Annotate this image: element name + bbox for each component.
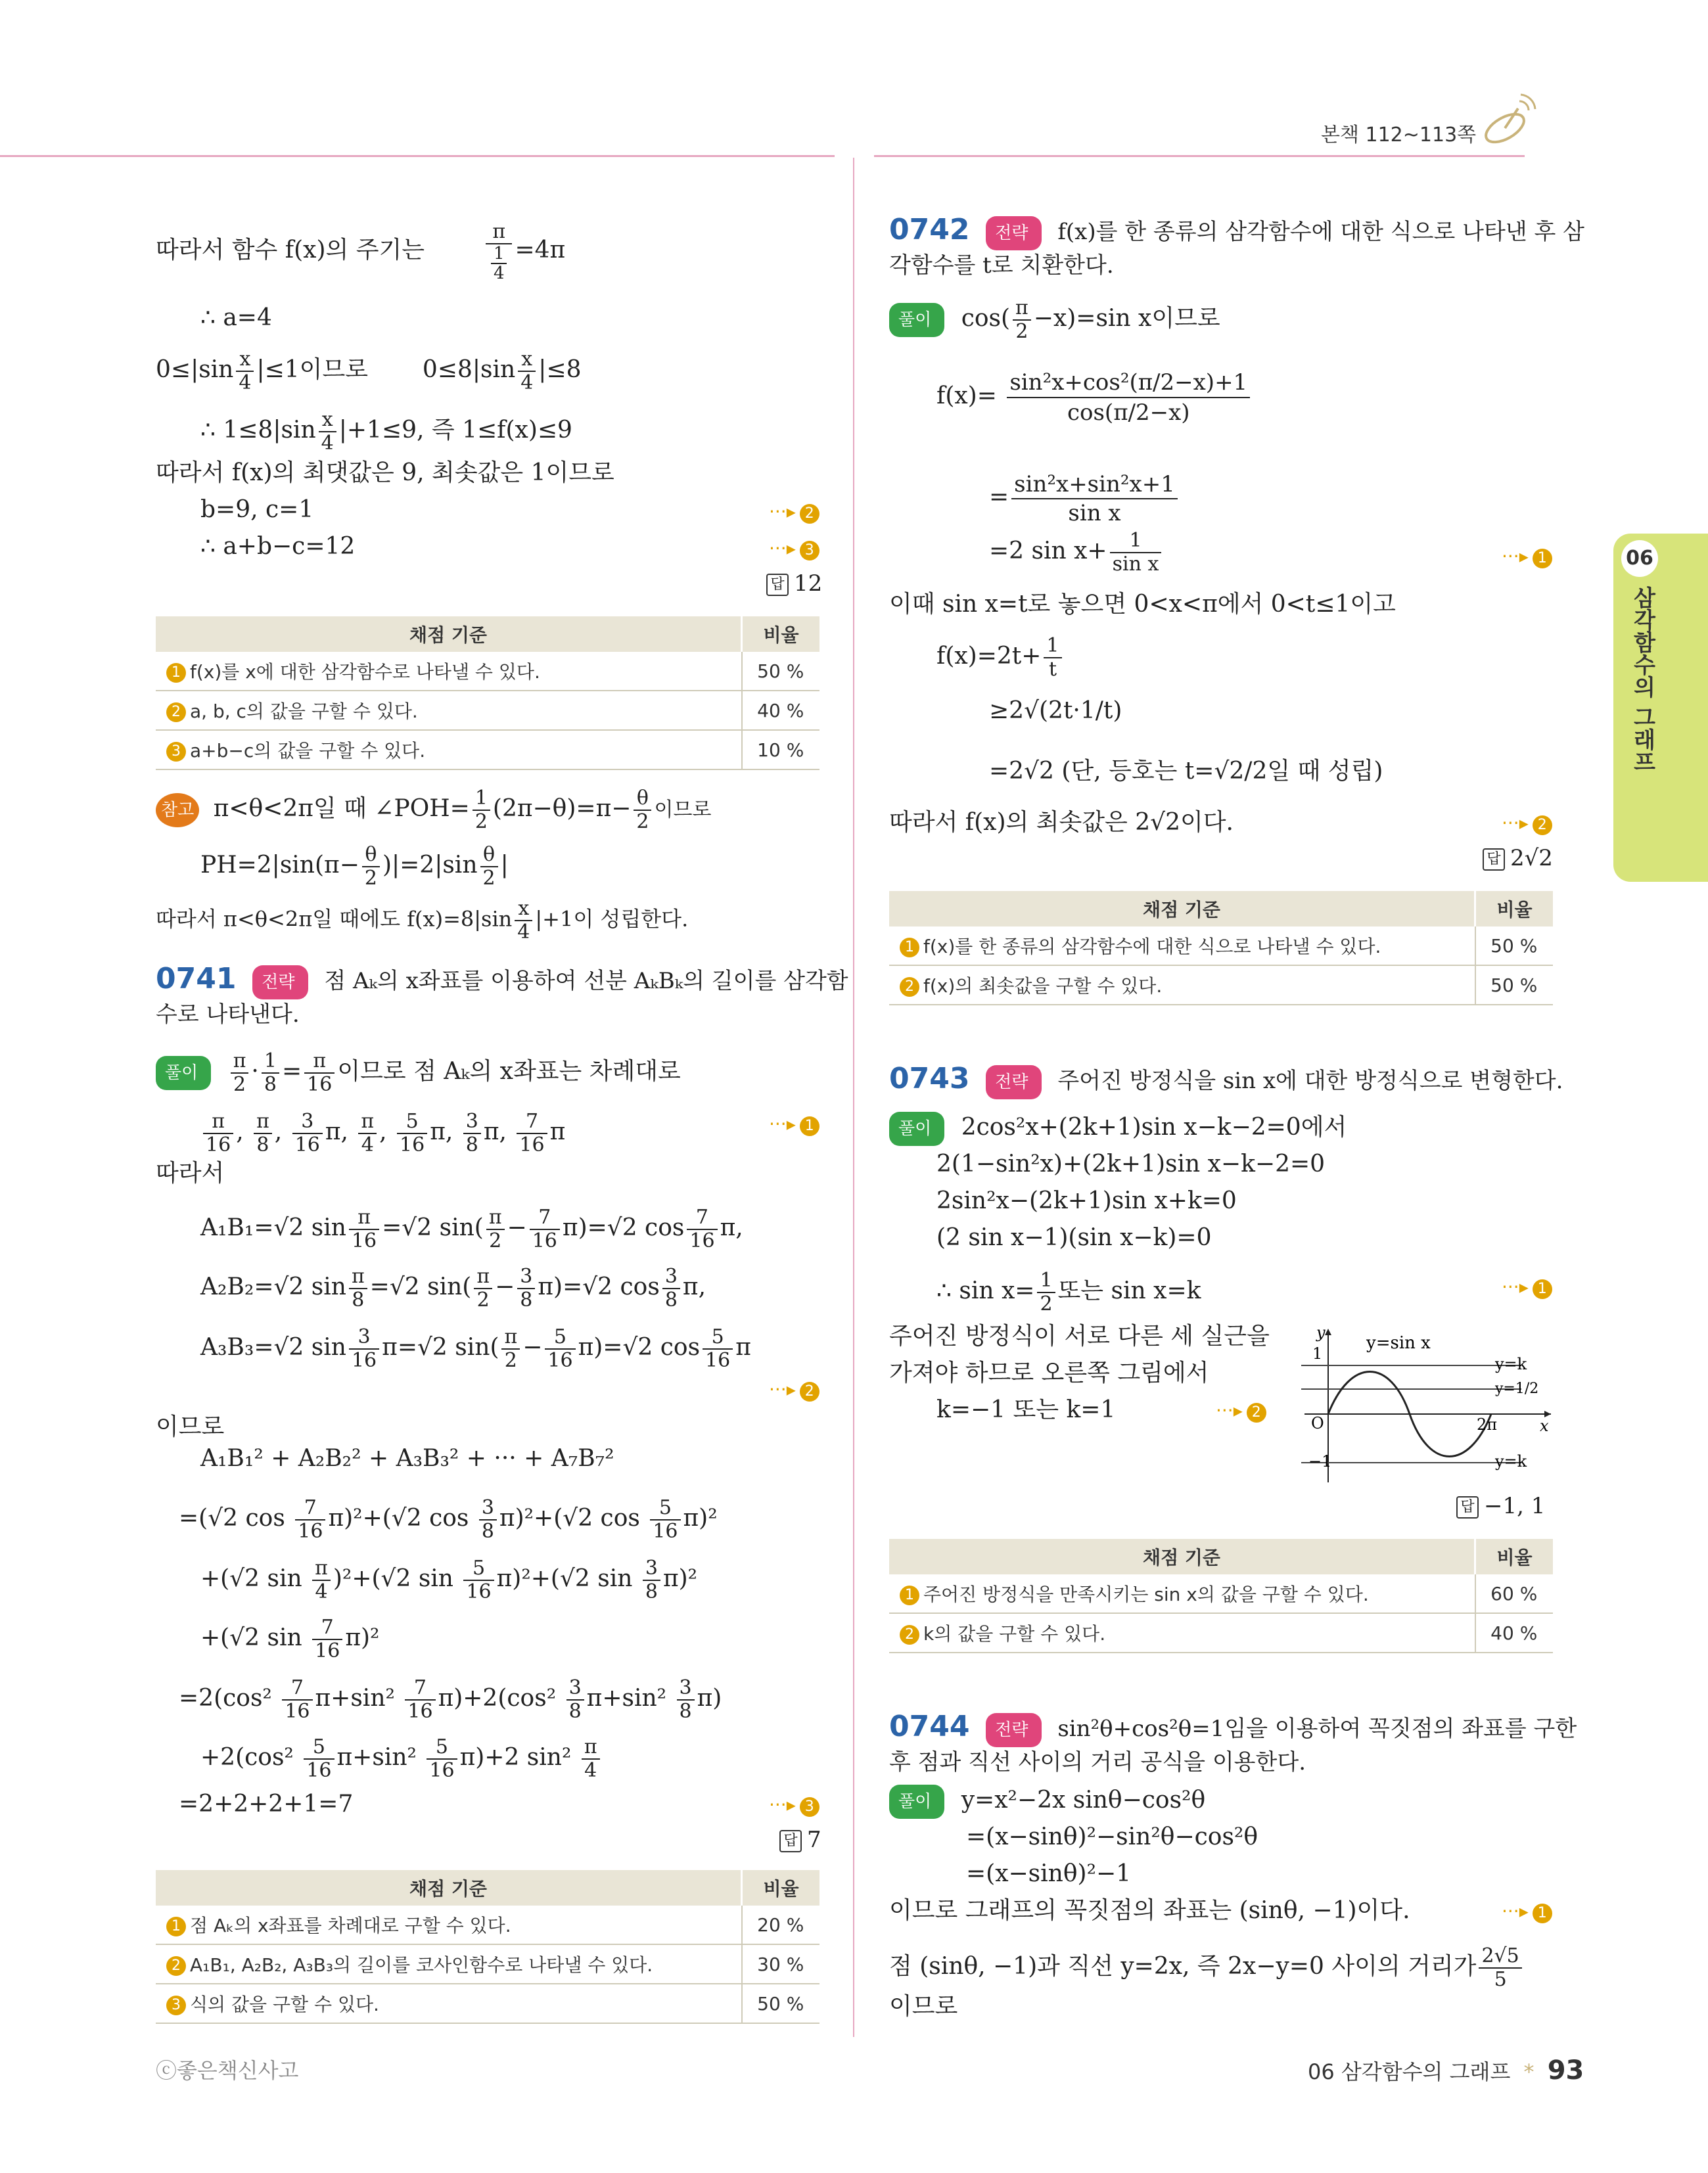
problem-0742-strategy-cont: 각함수를 t로 치환한다. xyxy=(889,252,1114,279)
line-0743-6: 주어진 방정식이 서로 다른 세 실근을 xyxy=(889,1323,1270,1350)
problem-0741-sol1: 풀이 $\frac{\pi}{2}$ · $\frac{1}{8}$ = $\frac{\pi}{16}$ 이므로 점 Aₖ의 x좌표는 차례대로 xyxy=(156,1050,681,1096)
eq-a3b3: A₃B₃=√2 sin $\frac{3}{16}$ π=√2 sin( $\frac{\pi}{2}$ − $\frac{5}{16}$ π)=√2 cos $\frac{5}{16}$ π xyxy=(200,1325,751,1372)
eq-0743-2: 2(1−sin²x)+(2k+1)sin x−k−2=0 xyxy=(936,1151,1326,1178)
problem-number-0744: 0744 xyxy=(889,1710,970,1743)
svg-text:2π: 2π xyxy=(1477,1415,1498,1434)
chapter-side-tab[interactable] xyxy=(1613,534,1708,882)
left-column-rule xyxy=(0,155,835,157)
line-maxmin: 따라서 f(x)의 최댓값은 9, 최솟값은 1이므로 xyxy=(156,459,614,486)
eq-sumsq-4: +(√2 sin $\frac{7}{16}$ π)² xyxy=(200,1616,380,1662)
problem-0744-header: 0744 전략 sin²θ+cos²θ=1임을 이용하여 꼭짓점의 좌표를 구한 xyxy=(889,1711,1577,1747)
footer-chapter: 06 삼각함수의 그래프 * 93 xyxy=(1308,2055,1584,2086)
line-bc: b=9, c=1 xyxy=(200,496,314,523)
eq-0743-1: 풀이 2cos²x+(2k+1)sin x−k−2=0에서 xyxy=(889,1112,1347,1146)
problem-0741-ttarase: 따라서 xyxy=(156,1160,225,1187)
problem-number-0743: 0743 xyxy=(889,1062,970,1095)
note-line1: 참고 π<θ<2π일 때 ∠POH= $\frac{1}{2}$ (2π−θ)=π− $\frac{\theta}{2}$ 이므로 xyxy=(156,787,711,833)
page-number: 93 xyxy=(1547,2055,1584,2086)
step-marker-3: ···▸ 3 xyxy=(769,538,819,560)
problem-0741-header: 0741 전략 점 Aₖ의 x좌표를 이용하여 선분 AₖBₖ의 길이를 삼각함 xyxy=(156,963,848,999)
scoring-table-740: 채점 기준 비율 1 f(x)를 x에 대한 삼각함수로 나타낼 수 있다. 50 % 2 a, b, c의 값을 구할 수 있다. 40 % 3 a+b−c의 값을 구할 수 있다. 10 % xyxy=(156,616,819,770)
eq-ft-2: ≥2√(2t·1/t) xyxy=(989,697,1122,724)
answer-741: 답 7 xyxy=(779,1827,821,1853)
y-axis-label: y xyxy=(1316,1325,1326,1342)
problem-0742-sol1: 풀이 cos( $\frac{\pi}{2}$ −x)=sin x이므로 xyxy=(889,297,1220,343)
step-marker-1: ···▸ 1 xyxy=(769,1113,819,1136)
eq-sumsq-6: +2(cos² $\frac{5}{16}$ π+sin² $\frac{5}{16}$ π)+2 sin² $\frac{\pi}{4}$ xyxy=(200,1736,603,1782)
ratio-header: 비율 xyxy=(742,616,820,652)
note-line2: PH=2|sin(π− $\frac{\theta}{2}$ )|=2|sin $\frac{\theta}{2}$ | xyxy=(200,843,509,890)
eq-0743-4: (2 sin x−1)(sin x−k)=0 xyxy=(936,1224,1212,1251)
sine-graph xyxy=(1298,1325,1561,1489)
step-marker-3b: ···▸ 3 xyxy=(769,1794,819,1817)
eq-0744-3: =(x−sinθ)²−1 xyxy=(966,1860,1132,1887)
eq-ft-1: f(x)=2t+ $\frac{1}{t}$ xyxy=(936,635,1065,681)
curve-label: y=sin x xyxy=(1366,1333,1431,1353)
eq-sumsq: A₁B₁² + A₂B₂² + A₃B₃² + ··· + A₇B₇² xyxy=(200,1445,614,1472)
line-bound2: ∴ 1≤8|sin $\frac{x}{4}$ |+1≤9, 즉 1≤f(x)≤9 xyxy=(200,408,572,455)
svg-text:y=k: y=k xyxy=(1495,1355,1527,1373)
step-marker-1-0742: ···▸ 1 xyxy=(1502,545,1552,568)
problem-0743-header: 0743 전략 주어진 방정식을 sin x에 대한 방정식으로 변형한다. xyxy=(889,1063,1563,1099)
step-marker-2b: ···▸ 2 xyxy=(769,1379,819,1402)
svg-text:y=1/2: y=1/2 xyxy=(1495,1381,1539,1397)
eq-0743-3: 2sin²x−(2k+1)sin x+k=0 xyxy=(936,1187,1237,1214)
note-badge: 참고 xyxy=(156,793,199,827)
satellite-dish-icon xyxy=(1479,92,1538,151)
answer-740: 답 12 xyxy=(766,570,822,597)
problem-number-0742: 0742 xyxy=(889,213,970,246)
scoring-table-741: 채점 기준 비율 1 점 Aₖ의 x좌표를 차례대로 구할 수 있다. 20 % 2 A₁B₁, A₂B₂, A₃B₃의 길이를 코사인함수로 나타낼 수 있다. 30 % 3 식의 값을 구할 수 있다. 50 % xyxy=(156,1870,819,2024)
eq-fx-2: = $\frac{\text{sin²x+sin²x+1}}{\text{sin x}}$ xyxy=(989,470,1180,527)
problem-number-0741: 0741 xyxy=(156,962,237,995)
chapter-number: 06 xyxy=(1621,540,1658,577)
publisher-mark: ⓒ좋은책신사고 xyxy=(156,2058,299,2083)
problem-0741-strategy-cont: 수로 나타낸다. xyxy=(156,1001,300,1028)
eq-0744-2: =(x−sinθ)²−sin²θ−cos²θ xyxy=(966,1823,1258,1850)
step-marker-1-0743: ···▸ 1 xyxy=(1502,1276,1552,1299)
eq-sumsq-2: =(√2 cos $\frac{7}{16}$ π)²+(√2 cos $\frac{3}{8}$ π)²+(√2 cos $\frac{5}{16}$ π)² xyxy=(179,1496,718,1543)
step-marker-2-0743: ···▸ 2 xyxy=(1216,1400,1266,1423)
problem-0744-strategy-cont: 후 점과 직선 사이의 거리 공식을 이용한다. xyxy=(889,1749,1306,1775)
line-period: 따라서 함수 f(x)의 주기는 $\frac{\pi}{\frac{1}{4}}$ =4π xyxy=(156,220,566,283)
note-line3: 따라서 π<θ<2π일 때에도 f(x)=8|sin $\frac{x}{4}$ |+1이 성립한다. xyxy=(156,897,689,944)
svg-text:−1: −1 xyxy=(1308,1452,1332,1471)
line-0744-4: 이므로 그래프의 꼭짓점의 좌표는 (sinθ, −1)이다. xyxy=(889,1897,1410,1924)
x-axis-label: x xyxy=(1540,1417,1549,1435)
scoring-table-743: 채점 기준 비율 1 주어진 방정식을 만족시키는 sin x의 값을 구할 수 있다. 60 % 2 k의 값을 구할 수 있다. 40 % xyxy=(889,1539,1553,1653)
eq-0744-1: 풀이 y=x²−2x sinθ−cos²θ xyxy=(889,1785,1205,1819)
criteria-header: 채점 기준 xyxy=(156,616,742,652)
right-column-rule xyxy=(874,155,1525,157)
answer-742: 답 2√2 xyxy=(1483,845,1553,871)
problem-0741-xcoords: $\frac{\pi}{16}$ , $\frac{\pi}{8}$ , $\frac{3}{16}$ π, $\frac{\pi}{4}$ , $\frac{5}{16}$ π, $\frac{3}{8}$ π, $\frac{7}{16}$ π xyxy=(200,1110,565,1156)
eq-fx-3: =2 sin x+ $\frac{1}{\text{sin x}}$ xyxy=(989,530,1164,576)
page-reference: 본책 112~113쪽 xyxy=(1321,124,1477,147)
line-0743-7: 가져야 하므로 오른쪽 그림에서 xyxy=(889,1360,1209,1386)
line-bound1: 0≤|sin $\frac{x}{4}$ |≤1이므로 0≤8|sin $\frac{x}{4}$ |≤8 xyxy=(156,348,582,394)
eq-a2b2: A₂B₂=√2 sin $\frac{\pi}{8}$ =√2 sin( $\frac{\pi}{2}$ − $\frac{3}{8}$ π)=√2 cos $\frac{3}{8}$ π, xyxy=(200,1265,706,1312)
line-sum: ∴ a+b−c=12 xyxy=(200,533,356,560)
chapter-title: 삼각함수의 그래프 xyxy=(1629,586,1655,773)
eq-ft-3: =2√2 (단, 등호는 t=√2/2일 때 성립) xyxy=(989,758,1383,785)
line-0744-5: 점 (sinθ, −1)과 직선 y=2x, 즉 2x−y=0 사이의 거리가 $\frac{2√5}{5}$ xyxy=(889,1945,1525,1991)
eq-sumsq-5: =2(cos² $\frac{7}{16}$ π+sin² $\frac{7}{16}$ π)+2(cos² $\frac{3}{8}$ π+sin² $\frac{3}{8}$ π) xyxy=(179,1676,722,1723)
svg-text:O: O xyxy=(1311,1414,1324,1432)
answer-743: 답 −1, 1 xyxy=(1456,1493,1545,1519)
eq-fx-1: f(x)= $\frac{\text{sin²x+cos²(π/2−x)+1}}{\cos(\pi/2-x)}$ xyxy=(936,368,1253,427)
step-marker-1-0744: ···▸ 1 xyxy=(1502,1900,1552,1923)
line-imuro: 이므로 xyxy=(156,1413,225,1440)
line-min-0742: 따라서 f(x)의 최솟값은 2√2이다. xyxy=(889,809,1234,836)
eq-final: =2+2+2+1=7 xyxy=(179,1791,354,1818)
line-a: ∴ a=4 xyxy=(200,304,272,331)
svg-text:y=k: y=k xyxy=(1495,1452,1527,1471)
eq-0743-5: ∴ sin x= $\frac{1}{2}$ 또는 sin x=k xyxy=(936,1269,1201,1315)
eq-a1b1: A₁B₁=√2 sin $\frac{\pi}{16}$ =√2 sin( $\frac{\pi}{2}$ − $\frac{7}{16}$ π)=√2 cos $\frac{7}{16}$ π, xyxy=(200,1206,743,1252)
line-0743-8: k=−1 또는 k=1 xyxy=(936,1396,1116,1423)
solution-badge: 풀이 xyxy=(156,1056,211,1090)
problem-0742-header: 0742 전략 f(x)를 한 종류의 삼각함수에 대한 식으로 나타낸 후 삼 xyxy=(889,214,1584,250)
step-marker-2: ···▸ 2 xyxy=(769,501,819,524)
column-divider xyxy=(853,158,854,2037)
scoring-table-742: 채점 기준 비율 1 f(x)를 한 종류의 삼각함수에 대한 식으로 나타낼 수 있다. 50 % 2 f(x)의 최솟값을 구할 수 있다. 50 % xyxy=(889,891,1553,1005)
eq-sumsq-3: +(√2 sin $\frac{\pi}{4}$ )²+(√2 sin $\frac{5}{16}$ π)²+(√2 sin $\frac{3}{8}$ π)² xyxy=(200,1557,698,1603)
line-0744-6: 이므로 xyxy=(889,1993,958,2020)
line-substitute-t: 이때 sin x=t로 놓으면 0<x<π에서 0<t≤1이고 xyxy=(889,591,1396,618)
svg-text:1: 1 xyxy=(1312,1344,1323,1363)
strategy-badge: 전략 xyxy=(252,965,308,999)
step-marker-2-0742: ···▸ 2 xyxy=(1502,812,1552,835)
